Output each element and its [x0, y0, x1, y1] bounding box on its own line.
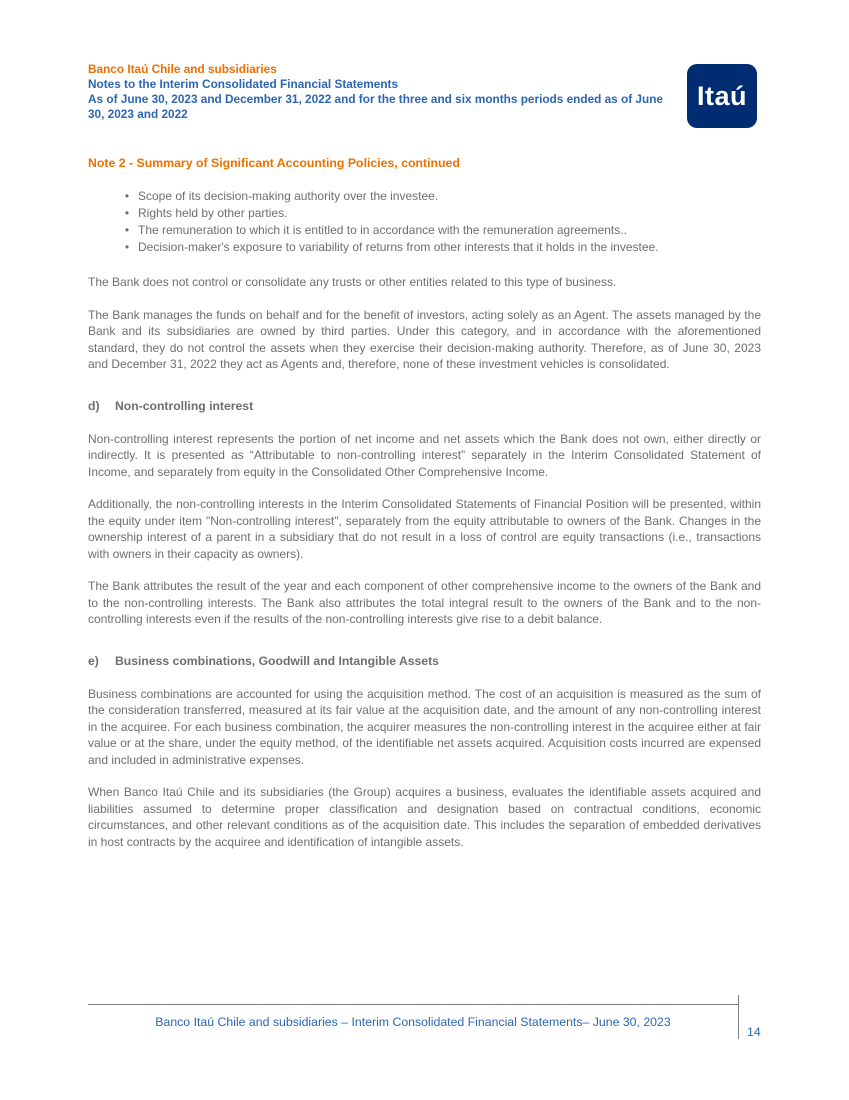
- bullet-icon: •: [124, 240, 130, 254]
- paragraph: Additionally, the non-controlling interests in the Interim Consolidated Statements of Financial Position will be presented, within the equity under item "Non-controlling interest", separately from the equity attributable to owners of the Bank. Changes in the ownership interest of a parent in a subsidiary that do not result in a loss of control are equity transactions (i.e., transactions with owners in their capacity as owners).: [88, 497, 761, 561]
- header-title-line: Notes to the Interim Consolidated Financial Statements: [88, 77, 399, 91]
- section-heading-d: [88, 399, 761, 413]
- bullet-text: Scope of its decision-making authority over the investee.: [138, 189, 439, 203]
- list-item: [88, 239, 761, 256]
- note-heading: Note 2 - Summary of Significant Accounting Policies, continued: [88, 156, 460, 170]
- bullet-text: Decision-maker's exposure to variability of returns from other interests that it holds in the investee.: [138, 240, 659, 254]
- header-text-block: [88, 62, 680, 122]
- paragraph: The Bank does not control or consolidate any trusts or other entities related to this type of business.: [88, 275, 617, 289]
- itau-logo: [687, 64, 757, 128]
- page-number: [738, 995, 761, 1039]
- section-title: Business combinations, Goodwill and Intangible Assets: [115, 653, 439, 668]
- list-item: [88, 222, 761, 239]
- document-header: [88, 62, 761, 130]
- bullet-icon: •: [124, 223, 130, 237]
- paragraph: The Bank attributes the result of the year and each component of other comprehensive income to the owners of the Bank and to the non-controlling interests. The Bank also attributes the total integral result to the owners of the Bank and to the non-controlling interests even if the results of the non-controlling interests give rise to a debit balance.: [88, 579, 761, 626]
- header-subtitle-line: As of June 30, 2023 and December 31, 2022 and for the three and six months periods ended as of June 30, 2023 and 2022: [88, 92, 663, 121]
- section-heading-e: [88, 654, 761, 668]
- page-footer: [88, 1004, 761, 1039]
- paragraph: Non-controlling interest represents the portion of net income and net assets which the Bank does not own, either directly or indirectly. It is presented as “Attributable to non-controlling interest” separately in the Interim Consolidated Statement of Income, and separately from equity in the Consolidated Other Comprehensive Income.: [88, 431, 761, 479]
- bullet-icon: •: [124, 206, 130, 220]
- bullet-text: Rights held by other parties.: [138, 206, 288, 220]
- section-label: d): [88, 398, 100, 413]
- page-number-value: 14: [747, 1025, 761, 1039]
- page-content: [88, 62, 761, 866]
- bullet-list: [88, 188, 761, 256]
- paragraph: Business combinations are accounted for using the acquisition method. The cost of an acquisition is measured as the sum of the consideration transferred, measured at its fair value at the acquisition date, and the amount of any non-controlling interest in the acquiree. For each business combination, the acquirer measures the non-controlling interest in the acquiree either at fair value or at the share, under the equity method, of the identifiable net assets acquired. Acquisition costs incurred are expensed and included in administrative expenses.: [88, 686, 761, 767]
- list-item: [88, 188, 761, 205]
- section-title: Non-controlling interest: [115, 398, 254, 413]
- paragraph: The Bank manages the funds on behalf and for the benefit of investors, acting solely as an Agent. The assets managed by the Bank and its subsidiaries are owned by third parties. Under this category, and in accordance with the aforementioned standard, they do not control the assets when they exercise their decision-making authority. Therefore, as of June 30, 2023 and December 31, 2022 they act as Agents and, therefore, none of these investment vehicles is consolidated.: [88, 307, 761, 371]
- list-item: [88, 205, 761, 222]
- paragraph: When Banco Itaú Chile and its subsidiaries (the Group) acquires a business, evaluates the identifiable assets acquired and liabilities assumed to determine proper classification and designation based on contractual conditions, economic circumstances, and other relevant conditions as of the acquisition date. This includes the separation of embedded derivatives in host contracts by the acquiree and identification of intangible assets.: [88, 785, 761, 849]
- header-company-line: Banco Itaú Chile and subsidiaries: [88, 62, 277, 76]
- bullet-icon: •: [124, 189, 130, 203]
- footer-text: Banco Itaú Chile and subsidiaries – Interim Consolidated Financial Statements– June 30, 2023: [88, 1004, 738, 1029]
- bullet-text: The remuneration to which it is entitled to in accordance with the remuneration agreements..: [138, 223, 627, 237]
- itau-logo-text: Itaú: [696, 80, 747, 111]
- section-label: e): [88, 653, 99, 668]
